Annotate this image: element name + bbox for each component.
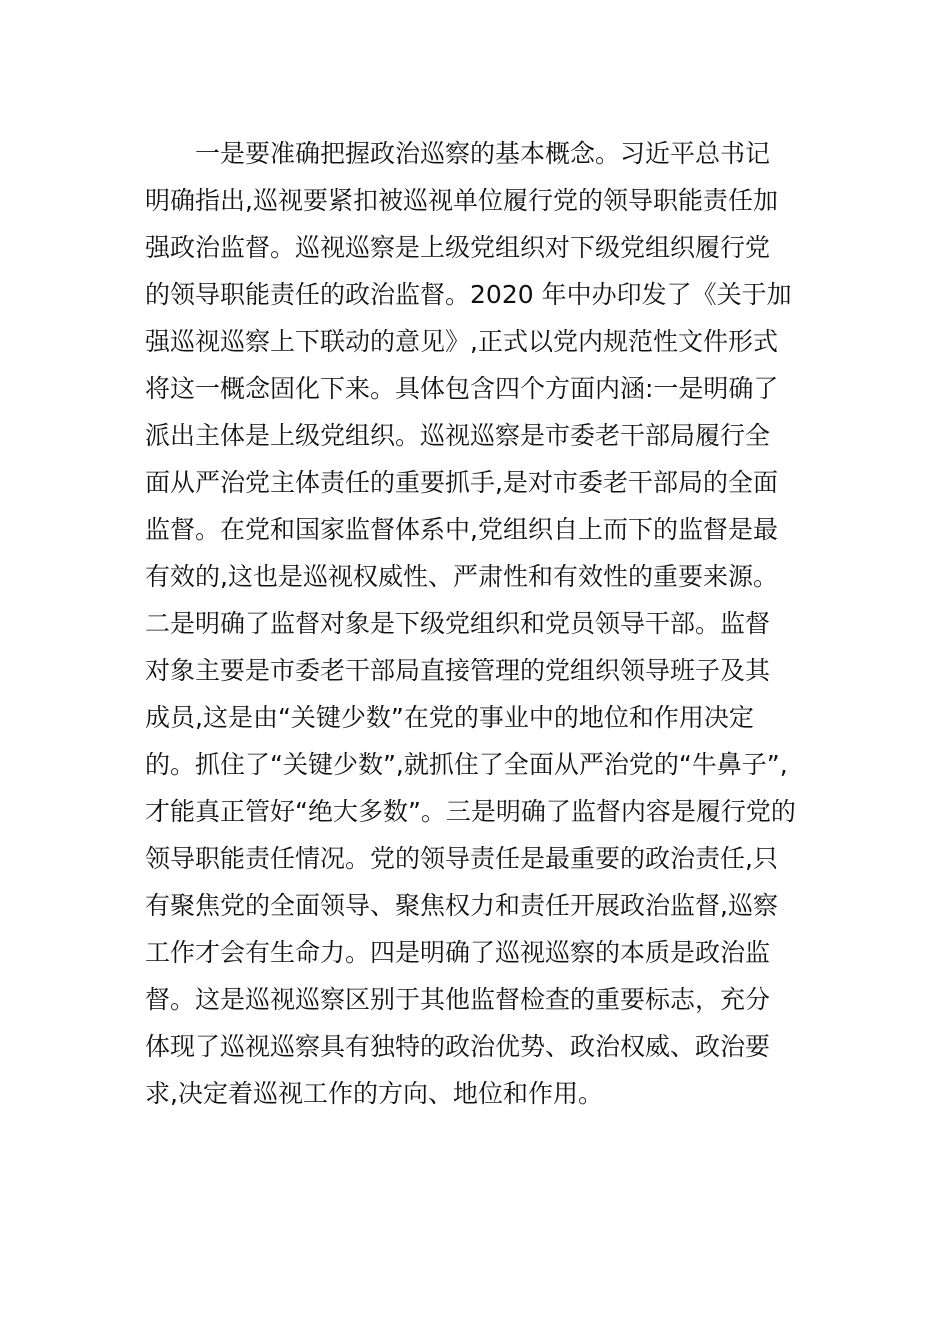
text-line: 对象主要是市委老干部局直接管理的党组织领导班子及其 bbox=[145, 656, 771, 685]
text-line: 督。这是巡视巡察区别于其他监督检查的重要标志，充分 bbox=[145, 985, 771, 1014]
body-paragraph bbox=[145, 130, 810, 1117]
text-line: 明确指出,巡视要紧扣被巡视单位履行党的领导职能责任加 bbox=[145, 186, 778, 215]
text-line: 面从严治党主体责任的重要抓手,是对市委老干部局的全面 bbox=[145, 468, 778, 497]
text-line: 才能真正管好“绝大多数”。三是明确了监督内容是履行党的 bbox=[145, 797, 796, 826]
text-line: 有效的,这也是巡视权威性、严肃性和有效性的重要来源。 bbox=[145, 562, 778, 591]
text-line: 一是要准确把握政治巡察的基本概念。习近平总书记 bbox=[145, 139, 771, 168]
text-line: 二是明确了监督对象是下级党组织和党员领导干部。监督 bbox=[145, 609, 771, 638]
text-line: 的。抓住了“关键少数”,就抓住了全面从严治党的“牛鼻子”, bbox=[145, 750, 788, 779]
text-line: 体现了巡视巡察具有独特的政治优势、政治权威、政治要 bbox=[145, 1032, 771, 1061]
text-line: 成员,这是由“关键少数”在党的事业中的地位和作用决定 bbox=[145, 703, 754, 732]
text-line: 强巡视巡察上下联动的意见》,正式以党内规范性文件形式 bbox=[145, 327, 778, 356]
text-line: 监督。在党和国家监督体系中,党组织自上而下的监督是最 bbox=[145, 515, 778, 544]
text-line: 领导职能责任情况。党的领导责任是最重要的政治责任,只 bbox=[145, 844, 778, 873]
text-line: 强政治监督。巡视巡察是上级党组织对下级党组织履行党 bbox=[145, 233, 771, 262]
text-line: 派出主体是上级党组织。巡视巡察是市委老干部局履行全 bbox=[145, 421, 771, 450]
text-line: 工作才会有生命力。四是明确了巡视巡察的本质是政治监 bbox=[145, 938, 771, 967]
text-line: 的领导职能责任的政治监督。2020 年中办印发了《关于加 bbox=[145, 280, 792, 309]
text-line: 有聚焦党的全面领导、聚焦权力和责任开展政治监督,巡察 bbox=[145, 891, 778, 920]
text-line: 求,决定着巡视工作的方向、地位和作用。 bbox=[145, 1079, 603, 1108]
text-line: 将这一概念固化下来。具体包含四个方面内涵:一是明确了 bbox=[145, 374, 779, 403]
